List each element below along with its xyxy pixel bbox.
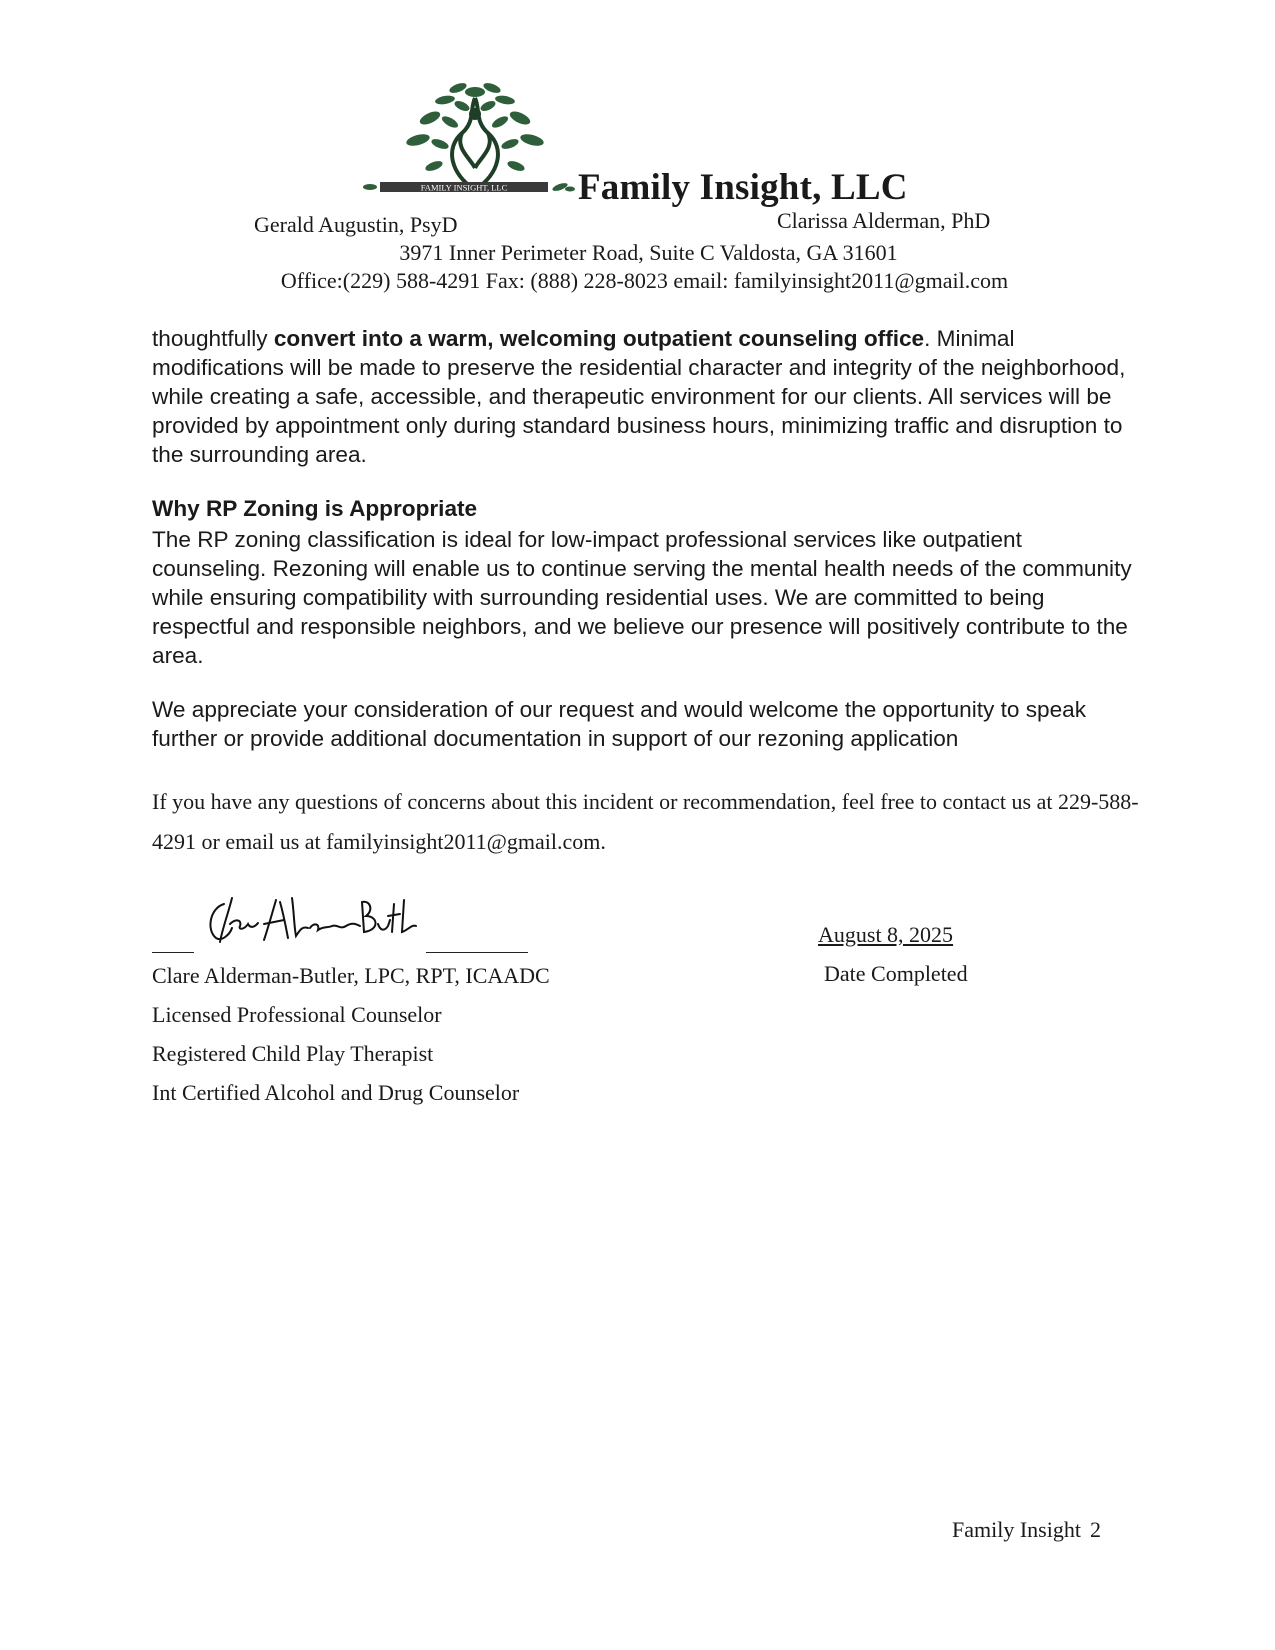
family-insight-tree-logo	[400, 78, 550, 196]
company-name: Family Insight, LLC	[578, 167, 908, 208]
signer-title-2: Registered Child Play Therapist	[152, 1041, 434, 1066]
date-completed-label: Date Completed	[824, 961, 968, 986]
person-right: Clarissa Alderman, PhD	[777, 208, 991, 233]
paragraph-appreciation: We appreciate your consideration of our request and would welcome the opportunity to speak further or provide additional documentation in support of our rezoning application	[152, 697, 1087, 751]
person-left: Gerald Augustin, PsyD	[254, 212, 458, 237]
signer-title-3: Int Certified Alcohol and Drug Counselor	[152, 1080, 520, 1105]
contact-text: Office:(229) 588-4291 Fax: (888) 228-8023 email: familyinsight2011@gmail.com	[280, 268, 1009, 293]
page-footer	[952, 1517, 1101, 1543]
page-number: 2	[1089, 1517, 1101, 1542]
paragraph-contact: If you have any questions of concerns about this incident or recommendation, feel free to contact us at 229-588-4291 or email us at familyinsight2011@gmail.com.	[152, 789, 1139, 854]
footer-label: Family Insight	[952, 1517, 1081, 1542]
date-completed-value: August 8, 2025	[818, 922, 954, 947]
address-text: 3971 Inner Perimeter Road, Suite C Valdosta, GA 31601	[399, 240, 898, 265]
signature-line-left	[152, 952, 194, 953]
logo-name-banner	[362, 180, 577, 194]
contact-line	[0, 268, 1275, 294]
signature-line-right	[426, 952, 528, 953]
handwritten-signature	[202, 890, 422, 950]
p1-bold: convert into a warm, welcoming outpatient counseling office	[273, 326, 925, 351]
p1-rest: . Minimal modifications will be made to preserve the residential character and integrity of the neighborhood, while creating a safe, accessible, and therapeutic environment for our clients. All services will be provided by appointment only during standard business hours, minimizing traffic and disruption to the surrounding area.	[152, 326, 1126, 467]
paragraph-conversion	[152, 324, 1142, 469]
section-heading: Why RP Zoning is Appropriate	[152, 496, 478, 521]
address-line	[0, 240, 1275, 266]
paragraph-zoning: The RP zoning classification is ideal for low-impact professional services like outpatient counseling. Rezoning will enable us to continue serving the mental health needs of the community while ensuring compatibility with surrounding residential uses. We are committed to being respectful and responsible neighbors, and we believe our presence will positively contribute to the area.	[152, 527, 1132, 668]
logo-banner-text: FAMILY INSIGHT, LLC	[420, 182, 508, 193]
signer-title-1: Licensed Professional Counselor	[152, 1002, 442, 1027]
p1-start: thoughtfully	[152, 326, 274, 351]
signer-name: Clare Alderman-Butler, LPC, RPT, ICAADC	[152, 963, 550, 988]
